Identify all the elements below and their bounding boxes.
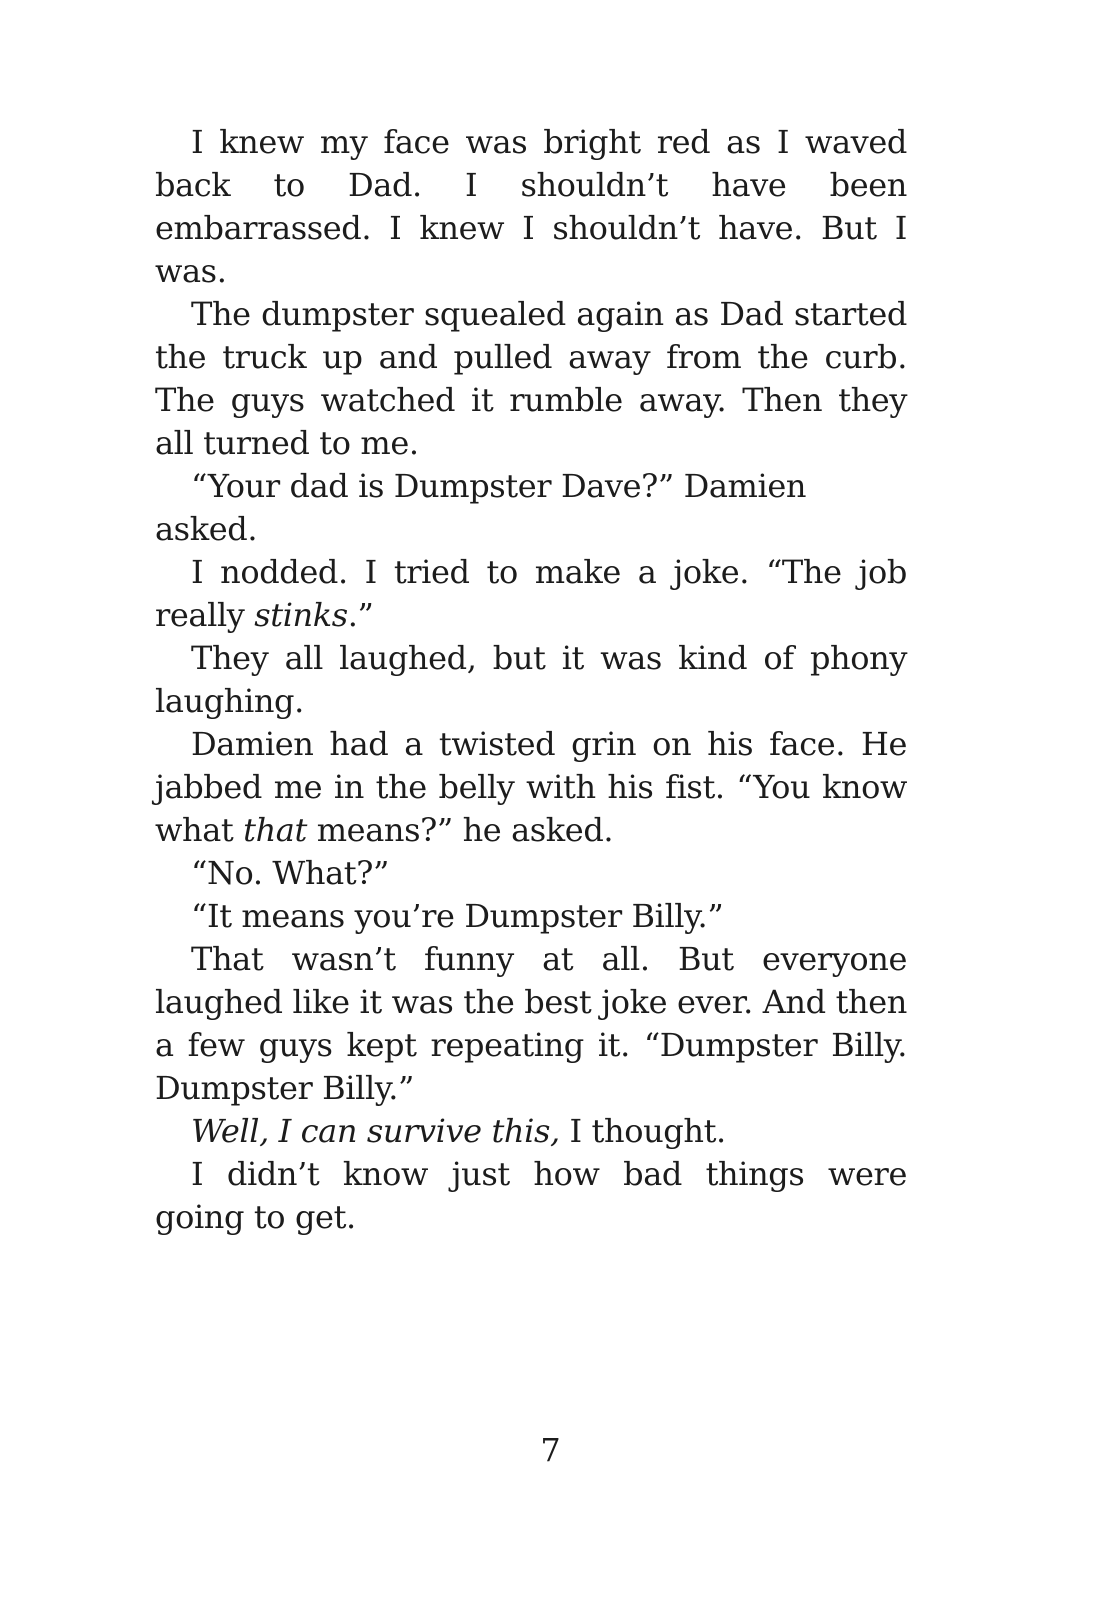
- paragraph-text: I thought.: [559, 1112, 726, 1150]
- paragraph-text: They all laughed, but it was kind of phony laughing.: [155, 639, 907, 720]
- paragraph: [155, 121, 907, 293]
- paragraph-text: Damien had a twisted grin on his face. He jabbed me in the belly with his fist. “You know what: [155, 725, 907, 849]
- paragraph-text: .”: [347, 596, 374, 634]
- emphasis-text: that: [243, 811, 307, 849]
- paragraph: [155, 1110, 907, 1153]
- paragraph-text: means?” he asked.: [306, 811, 614, 849]
- paragraph-text: I nodded. I tried to make a joke. “The job really: [155, 553, 907, 634]
- paragraph: [155, 293, 907, 465]
- paragraph-text: That wasn’t funny at all. But everyone laughed like it was the best joke ever. And then a few guys kept repeating it. “Dumpster Billy. Dumpster Billy.”: [155, 940, 907, 1107]
- paragraph: [155, 1153, 907, 1239]
- paragraph: [155, 637, 907, 723]
- emphasis-text: Well, I can survive this,: [191, 1112, 560, 1150]
- paragraph: [155, 852, 907, 895]
- paragraph: [155, 551, 907, 637]
- paragraph-text: “No. What?”: [191, 854, 389, 892]
- paragraph-text: “Your dad is Dumpster Dave?” Damien asked.: [155, 467, 807, 548]
- page-number: 7: [540, 1431, 561, 1469]
- emphasis-text: stinks: [254, 596, 348, 634]
- paragraph: [155, 723, 907, 852]
- paragraph-text: I didn’t know just how bad things were going to get.: [155, 1155, 907, 1236]
- paragraph: [155, 895, 907, 938]
- paragraph: [155, 465, 907, 551]
- paragraph: [155, 938, 907, 1110]
- paragraph-text: “It means you’re Dumpster Billy.”: [191, 897, 724, 935]
- paragraph-text: I knew my face was bright red as I waved back to Dad. I shouldn’t have been embarrassed. I knew I shouldn’t have. But I was.: [155, 123, 907, 290]
- paragraph-text: The dumpster squealed again as Dad started the truck up and pulled away from the curb. The guys watched it rumble away. Then they all turned to me.: [155, 295, 907, 462]
- page-body: [155, 121, 907, 1239]
